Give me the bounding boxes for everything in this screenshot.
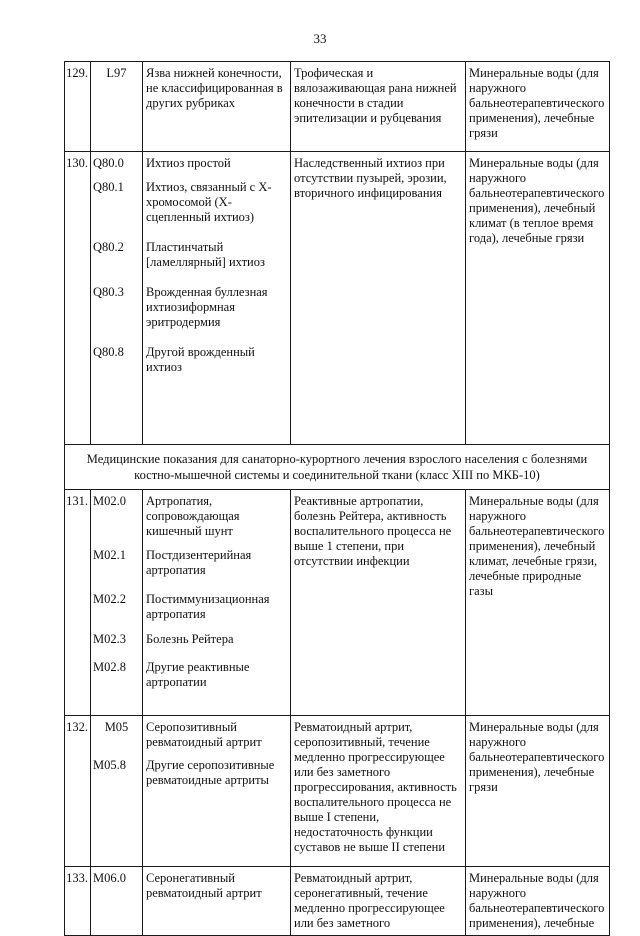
factors-cell: Минеральные воды (для наружного бальнеотерапевтического применения), лечебный климат (в теплое время года), лечебные грязи: [469, 156, 605, 245]
icd-code-cell: [91, 152, 143, 444]
table-row: [65, 152, 609, 445]
disease-name: Врожденная буллезная ихтиозиформная эритродермия: [146, 285, 268, 329]
disease-name: Артропатия, сопровождающая кишечный шунт: [146, 494, 240, 538]
icd-code: Q80.0: [93, 156, 124, 170]
icd-code-cell: [91, 62, 143, 151]
condition-cell: Ревматоидный артрит, серонегативный, течение медленно прогрессирующее или без заметного: [291, 867, 466, 935]
disease-name: Постиммунизационная артропатия: [146, 592, 270, 621]
table-row: [65, 867, 609, 935]
factors-cell: Минеральные воды (для наружного бальнеотерапевтического применения), лечебные грязи: [469, 66, 605, 140]
page-number: 33: [313, 31, 327, 46]
icd-code-cell: [91, 867, 143, 935]
icd-code: M05: [104, 720, 129, 734]
condition-cell: Ревматоидный артрит, серопозитивный, течение медленно прогрессирующее или без заметного прогрессирования, активность воспалительного процесса не выше I степени, недостаточность функции суставов не выше II степени: [291, 716, 466, 866]
row-number: 130.: [65, 152, 91, 444]
indications-table: [64, 61, 610, 936]
disease-name: Пластинчатый [ламеллярный] ихтиоз: [146, 240, 265, 269]
icd-code: M05.8: [93, 758, 126, 772]
icd-code: M02.3: [93, 632, 126, 646]
icd-code: Q80.2: [93, 240, 124, 254]
icd-code: M06.0: [93, 871, 126, 885]
icd-code: Q80.1: [93, 180, 124, 194]
disease-name-cell: [143, 152, 291, 444]
section-header: Медицинские показания для санаторно-курортного лечения взрослого населения с болезнями костно-мышечной системы и соединительной ткани (класс XIII по МКБ-10): [65, 445, 609, 490]
disease-name: Ихтиоз простой: [146, 156, 231, 170]
table-row: [65, 490, 609, 716]
icd-code: M02.0: [93, 494, 126, 508]
disease-name: Серопозитивный ревматоидный артрит: [146, 720, 262, 749]
row-number: 129.: [65, 62, 91, 151]
icd-code-cell: [91, 490, 143, 715]
disease-name: Серонегативный ревматоидный артрит: [146, 871, 262, 900]
disease-name: Другие серопозитивные ревматоидные артриты: [146, 758, 275, 787]
factors-cell: Минеральные воды (для наружного бальнеотерапевтического применения), лечебные грязи: [469, 720, 605, 794]
disease-name-cell: [143, 716, 291, 866]
icd-code-cell: [91, 716, 143, 866]
disease-name: Другой врожденный ихтиоз: [146, 345, 255, 374]
icd-code: M02.2: [93, 592, 126, 606]
disease-name: Болезнь Рейтера: [146, 632, 234, 646]
icd-code: L97: [106, 66, 127, 80]
row-number: 132.: [65, 716, 91, 866]
condition-cell: Трофическая и вялозаживающая рана нижней конечности в стадии эпителизации и рубцевания: [291, 62, 466, 151]
disease-name: Ихтиоз, связанный с X-хромосомой (X-сцепленный ихтиоз): [146, 180, 272, 224]
disease-name-cell: [143, 490, 291, 715]
disease-name: Постдизентерийная артропатия: [146, 548, 252, 577]
icd-code: M02.8: [93, 660, 126, 674]
disease-name-cell: [143, 62, 291, 151]
icd-code: M02.1: [93, 548, 126, 562]
row-number: 133.: [65, 867, 91, 935]
condition-cell: Реактивные артропатии, болезнь Рейтера, активность воспалительного процесса не выше 1 степени, при отсутствии инфекции: [291, 490, 466, 715]
disease-name-cell: [143, 867, 291, 935]
table-row: [65, 716, 609, 867]
disease-name: Язва нижней конечности, не классифицированная в других рубриках: [146, 66, 283, 110]
factors-cell: Минеральные воды (для наружного бальнеотерапевтического применения), лечебный климат, лечебные грязи, лечебные природные газы: [469, 494, 605, 598]
icd-code: Q80.3: [93, 285, 124, 299]
disease-name: Другие реактивные артропатии: [146, 660, 250, 689]
table-row: [65, 62, 609, 152]
row-number: 131.: [65, 490, 91, 715]
condition-cell: Наследственный ихтиоз при отсутствии пузырей, эрозии, вторичного инфицирования: [291, 152, 466, 444]
icd-code: Q80.8: [93, 345, 124, 359]
factors-cell: Минеральные воды (для наружного бальнеотерапевтического применения), лечебные: [469, 871, 605, 930]
